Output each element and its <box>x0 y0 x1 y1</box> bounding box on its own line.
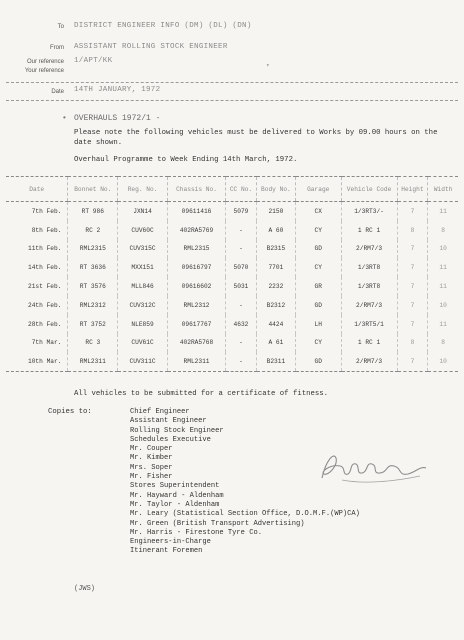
date-label: Date <box>51 89 64 95</box>
stray-mark-icon: ▾ <box>266 62 270 69</box>
cell-vehicle-code: 1/3RT5/1 <box>341 315 397 334</box>
table-row <box>6 296 458 315</box>
list-item: Stores Superintendent <box>130 482 220 491</box>
cell-body: B2311 <box>256 352 295 371</box>
cell-chassis: 402RA5768 <box>167 334 225 353</box>
to-value: DISTRICT ENGINEER INFO (DM) (DL) (DN) <box>74 22 252 30</box>
cell-reg: NLE859 <box>118 315 168 334</box>
list-item: Mr. Fisher <box>130 473 173 482</box>
cell-garage: GD <box>295 352 341 371</box>
list-item: Mr. Kimber <box>130 454 173 463</box>
list-item: Rolling Stock Engineer <box>130 426 224 435</box>
cell-width: 11 <box>428 258 458 277</box>
cell-bonnet: RML2311 <box>68 352 118 371</box>
cell-vehicle-code: 2/RM7/3 <box>341 240 397 259</box>
cell-cc: 5031 <box>226 277 257 296</box>
cell-height: 7 <box>397 352 428 371</box>
cell-cc: - <box>226 240 257 259</box>
cell-body: 7701 <box>256 258 295 277</box>
table-body <box>6 202 458 372</box>
cell-width: 10 <box>428 296 458 315</box>
cell-height: 7 <box>397 277 428 296</box>
our-reference-value: 1/APT/KK <box>74 57 113 65</box>
col-height: Height <box>397 177 428 202</box>
copies-label: Copies to: <box>48 408 92 416</box>
col-cc-no: CC No. <box>226 177 257 202</box>
list-item: Mr. Harris - Firestone Tyre Co. <box>130 528 262 537</box>
col-body-no: Body No. <box>256 177 295 202</box>
cell-cc: - <box>226 296 257 315</box>
cell-vehicle-code: 1 RC 1 <box>341 221 397 240</box>
cell-date: 14th Feb. <box>28 264 62 272</box>
cell-garage: GD <box>295 240 341 259</box>
list-item: Schedules Executive <box>130 435 211 444</box>
col-reg-no: Reg. No. <box>118 177 168 202</box>
cell-reg: CUV60C <box>118 221 168 240</box>
cell-body: 2232 <box>256 277 295 296</box>
from-value: ASSISTANT ROLLING STOCK ENGINEER <box>74 43 228 51</box>
cell-bonnet: RT 3752 <box>68 315 118 334</box>
cell-vehicle-code: 1 RC 1 <box>341 334 397 353</box>
col-bonnet-no: Bonnet No. <box>68 177 118 202</box>
cell-bonnet: RT 3636 <box>68 258 118 277</box>
cell-garage: CY <box>295 221 341 240</box>
cell-bonnet: RT 3576 <box>68 277 118 296</box>
cell-garage: GR <box>295 277 341 296</box>
cell-reg: JXN14 <box>118 202 168 221</box>
your-reference-label: Your reference <box>24 68 64 74</box>
header-rule <box>6 82 458 83</box>
cell-date: 10th Mar. <box>6 352 68 371</box>
cell-chassis: RML2315 <box>167 240 225 259</box>
cell-height: 8 <box>397 334 428 353</box>
list-item: Chief Engineer <box>130 408 190 416</box>
cell-bonnet: RML2315 <box>68 240 118 259</box>
cell-width: 11 <box>428 277 458 296</box>
list-item: Itinerant Foremen <box>130 547 203 556</box>
list-item: Assistant Engineer <box>130 417 207 426</box>
col-date: Date <box>6 177 68 202</box>
table-row <box>6 221 458 240</box>
cell-bonnet: RC 2 <box>68 221 118 240</box>
cell-vehicle-code: 1/3RT3/- <box>341 202 397 221</box>
cell-cc: - <box>226 334 257 353</box>
table-row <box>6 202 458 221</box>
date-value: 14TH JANUARY, 1972 <box>74 86 161 94</box>
to-label: To <box>57 24 64 30</box>
footer-reference: (JWS) <box>74 585 96 593</box>
cell-vehicle-code: 2/RM7/3 <box>341 352 397 371</box>
cell-vehicle-code: 2/RM7/3 <box>341 296 397 315</box>
table-row <box>6 352 458 371</box>
cell-height: 7 <box>397 240 428 259</box>
col-width: Width <box>428 177 458 202</box>
signature-icon <box>312 440 432 490</box>
cell-cc: - <box>226 352 257 371</box>
list-item: Mrs. Soper <box>130 463 173 472</box>
cell-chassis: 09611416 <box>167 202 225 221</box>
instruction-paragraph: Please note the following vehicles must be delivered to Works by 09.00 hours on the date shown. <box>74 129 438 147</box>
subject-line: OVERHAULS 1972/1 - <box>74 114 161 123</box>
cell-vehicle-code: 1/3RT8 <box>341 277 397 296</box>
cell-body: 2150 <box>256 202 295 221</box>
cell-chassis: 402RA5769 <box>167 221 225 240</box>
cell-body: B2312 <box>256 296 295 315</box>
cell-width: 11 <box>428 202 458 221</box>
cell-height: 7 <box>397 258 428 277</box>
cell-reg: CUV61C <box>118 334 168 353</box>
fitness-line: All vehicles to be submitted for a certificate of fitness. <box>74 390 328 398</box>
table-header-row <box>6 177 458 202</box>
cell-cc: 5079 <box>226 202 257 221</box>
cell-reg: CUV315C <box>118 240 168 259</box>
cell-chassis: 09616797 <box>167 258 225 277</box>
cell-bonnet: RML2312 <box>68 296 118 315</box>
cell-date: 21st Feb. <box>28 283 62 291</box>
cell-reg: CUV311C <box>118 352 168 371</box>
cell-width: 11 <box>428 315 458 334</box>
cell-width: 8 <box>428 334 458 353</box>
our-reference-label: Our reference <box>26 59 64 65</box>
cell-chassis: RML2311 <box>167 352 225 371</box>
from-label: From <box>50 45 64 51</box>
table-row <box>6 315 458 334</box>
cell-bonnet: RT 986 <box>68 202 118 221</box>
table-row <box>6 240 458 259</box>
cell-reg: MXX151 <box>118 258 168 277</box>
cell-reg: CUV312C <box>118 296 168 315</box>
cell-cc: - <box>226 221 257 240</box>
cell-garage: CY <box>295 334 341 353</box>
cell-date: 11th Feb. <box>28 245 62 253</box>
cell-width: 10 <box>428 240 458 259</box>
cell-width: 8 <box>428 221 458 240</box>
cell-width: 10 <box>428 352 458 371</box>
cell-body: B2315 <box>256 240 295 259</box>
cell-garage: LH <box>295 315 341 334</box>
cell-date: 7th Feb. <box>31 207 62 215</box>
list-item: Mr. Hayward - Aldenham <box>130 491 224 500</box>
col-chassis-no: Chassis No. <box>167 177 225 202</box>
list-item: Mr. Taylor - Aldenham <box>130 500 220 509</box>
date-rule <box>6 100 458 101</box>
programme-line: Overhaul Programme to Week Ending 14th March, 1972. <box>74 156 298 164</box>
list-item: Mr. Green (British Transport Advertising) <box>130 519 305 528</box>
list-item: Mr. Leary (Statistical Section Office, D.O.M.F.(WP)CA) <box>130 510 360 519</box>
cell-garage: CX <box>295 202 341 221</box>
col-garage: Garage <box>295 177 341 202</box>
cell-chassis: RML2312 <box>167 296 225 315</box>
col-vehicle-code: Vehicle Code <box>341 177 397 202</box>
overhaul-table <box>6 176 458 372</box>
bullet-icon: • <box>62 114 67 123</box>
list-item: Mr. Couper <box>130 445 173 454</box>
cell-date: 28th Feb. <box>28 320 62 328</box>
table-row <box>6 334 458 353</box>
cell-reg: MLL846 <box>118 277 168 296</box>
list-item: Engineers-in-Charge <box>130 538 211 547</box>
cell-bonnet: RC 3 <box>68 334 118 353</box>
cell-cc: 4632 <box>226 315 257 334</box>
table-row <box>6 277 458 296</box>
cell-height: 7 <box>397 315 428 334</box>
cell-date: 7th Mar. <box>31 339 62 347</box>
cell-body: 4424 <box>256 315 295 334</box>
cell-cc: 5070 <box>226 258 257 277</box>
table-row <box>6 258 458 277</box>
cell-chassis: 09617767 <box>167 315 225 334</box>
cell-height: 7 <box>397 202 428 221</box>
cell-chassis: 09616602 <box>167 277 225 296</box>
cell-body: A 60 <box>256 221 295 240</box>
cell-height: 7 <box>397 296 428 315</box>
cell-garage: CY <box>295 258 341 277</box>
cell-body: A 61 <box>256 334 295 353</box>
cell-date: 24th Feb. <box>28 301 62 309</box>
cell-date: 8th Feb. <box>31 226 62 234</box>
cell-garage: GD <box>295 296 341 315</box>
cell-height: 8 <box>397 221 428 240</box>
cell-vehicle-code: 1/3RT8 <box>341 258 397 277</box>
